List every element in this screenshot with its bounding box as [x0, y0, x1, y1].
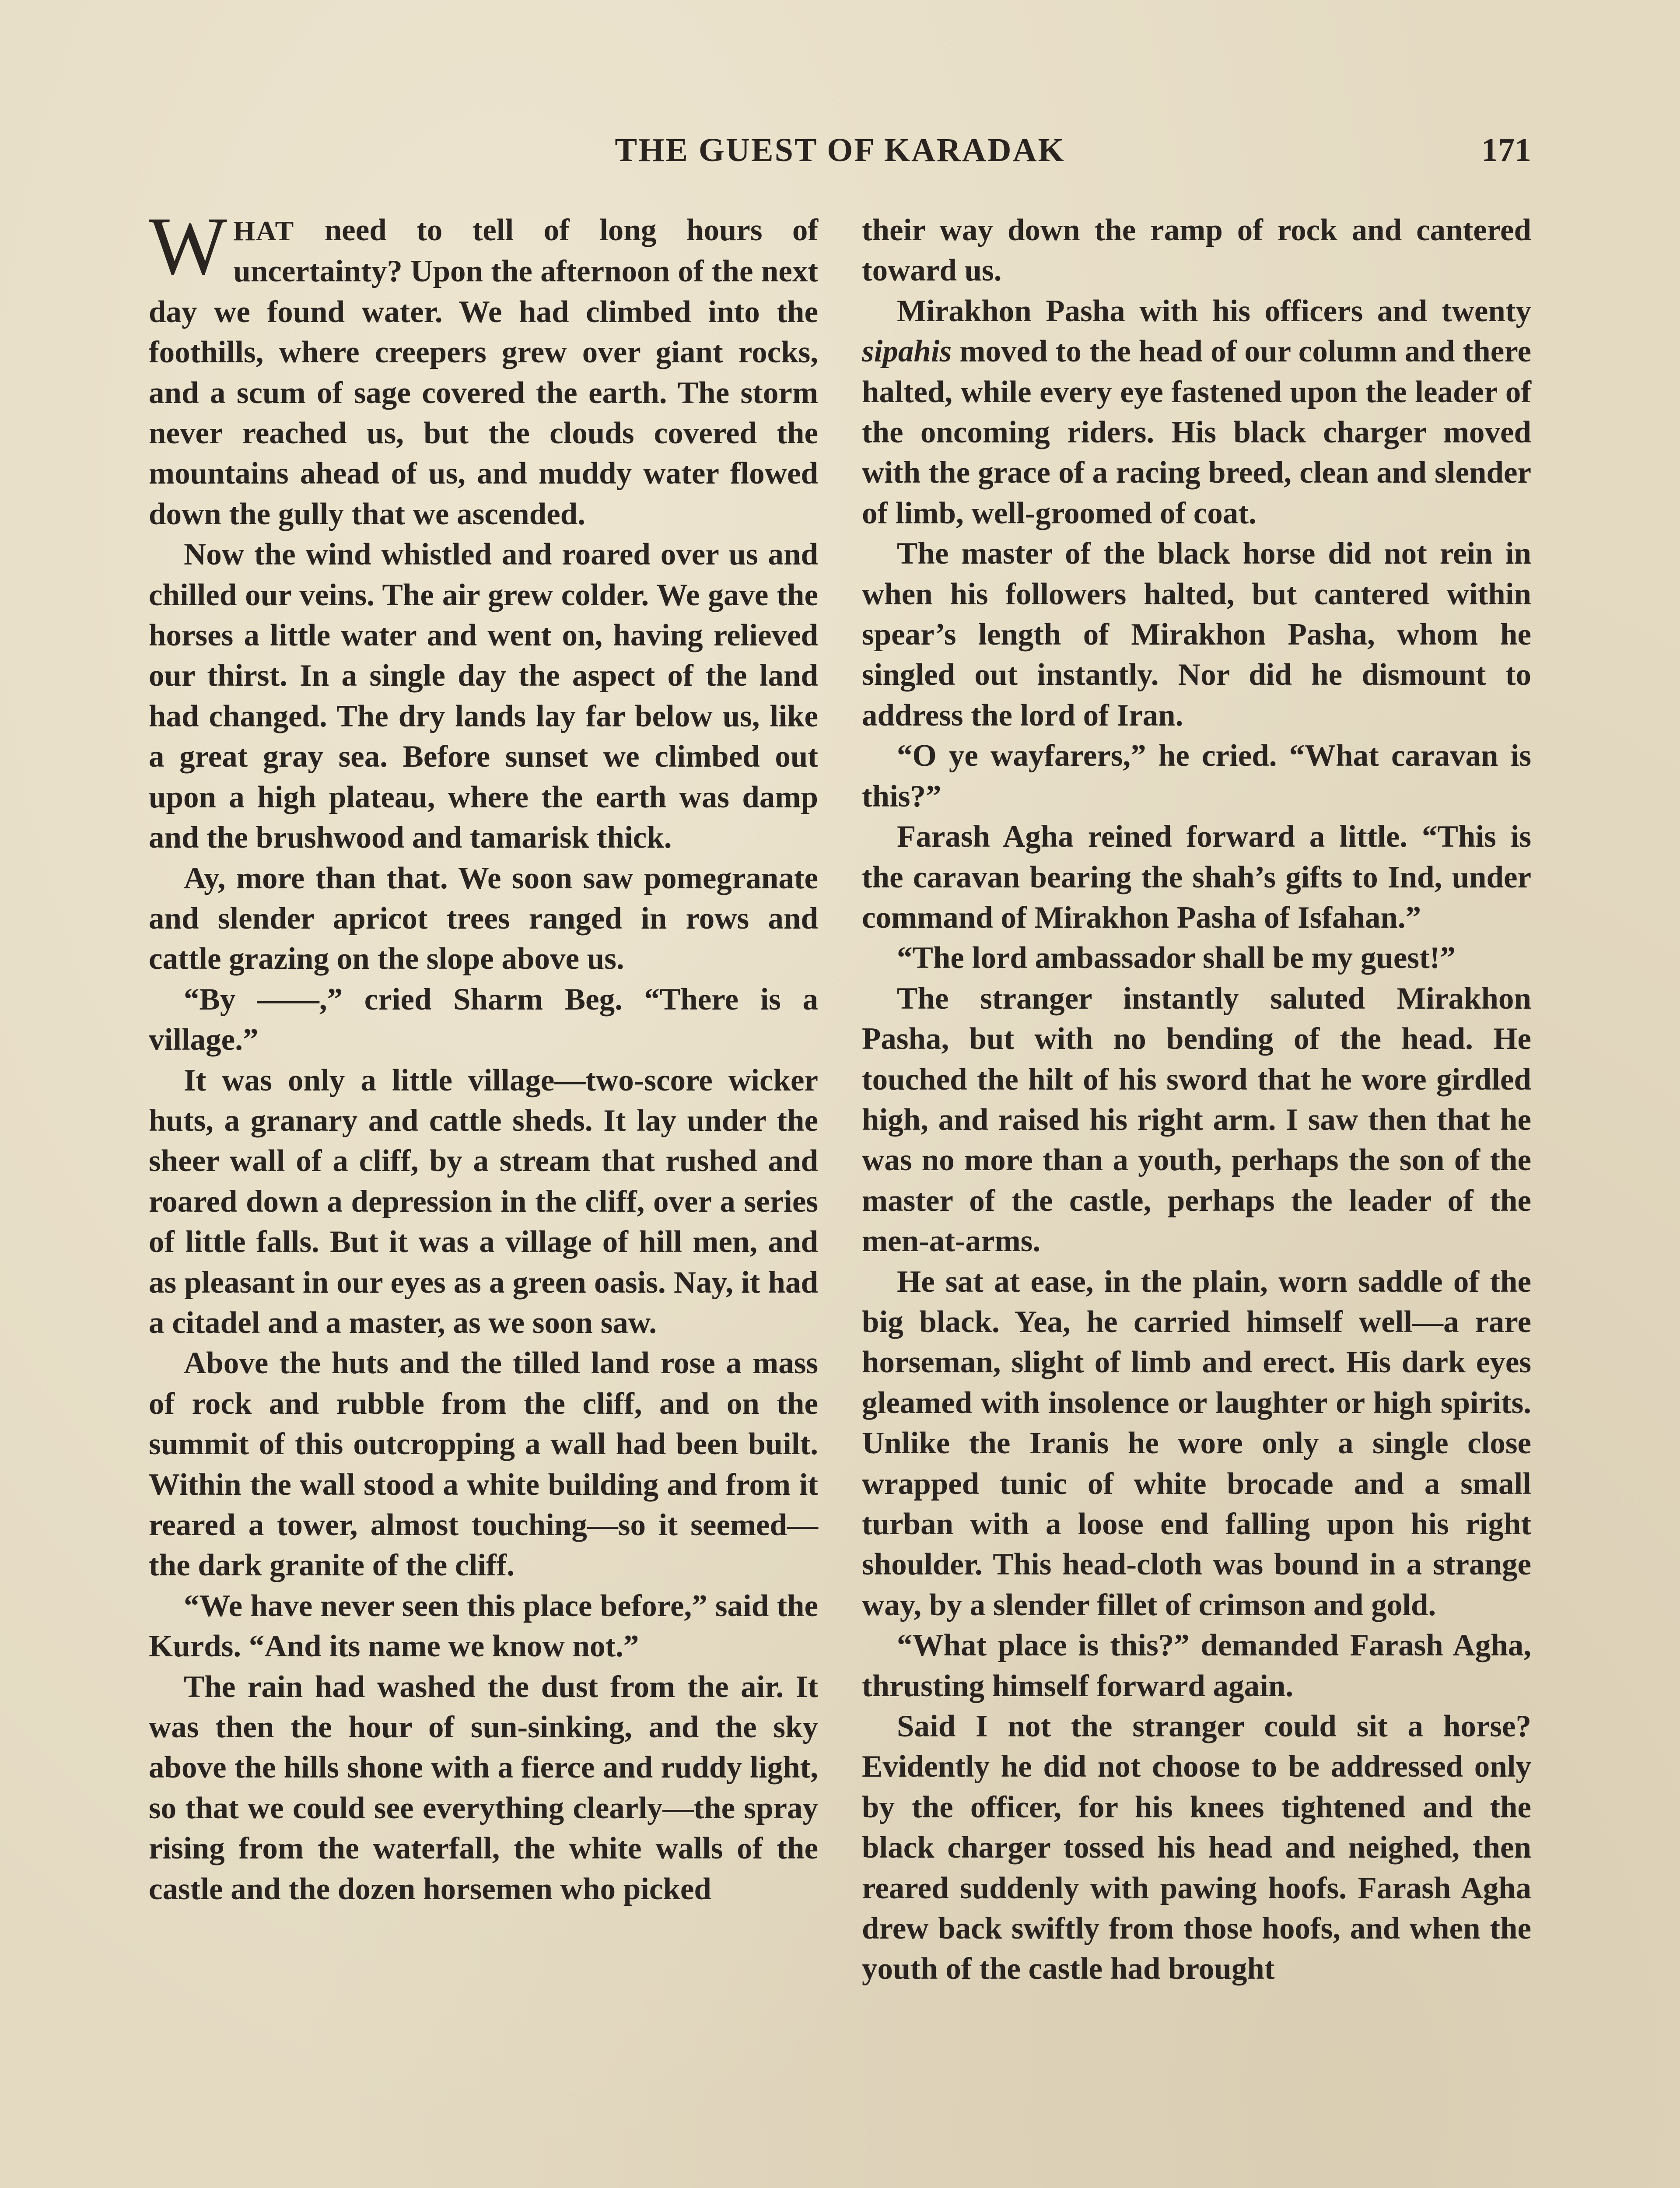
running-title: THE GUEST OF KARADAK [615, 132, 1065, 168]
drop-cap: W [149, 200, 228, 292]
paragraph: The stranger instantly saluted Mirakhon Pasha, but with no bending of the head. He touched the hilt of his sword that he wore girdled high, and raised his right arm. I saw then that he was no more than a youth, perhaps the son of the master of the castle, perhaps the leader of the men-at-arms. [862, 981, 1531, 1259]
paragraph-text: Mirakhon Pasha with his officers and twenty [897, 294, 1531, 328]
paragraph [149, 200, 818, 534]
page-header [149, 131, 1531, 179]
paragraph: “O ye wayfarers,” he cried. “What caravan is this?” [862, 739, 1531, 813]
text-columns [149, 200, 1531, 2188]
paragraph: It was only a little village—two-score wicker huts, a granary and cattle sheds. It lay under the sheer wall of a cliff, by a stream that rushed and roared down a depression in the cliff, over a series of little falls. But it was a village of hill men, and as pleasant in our eyes as a green oasis. Nay, it had a citadel and a master, as we soon saw. [149, 1063, 818, 1340]
paragraph: Now the wind whistled and roared over us and chilled our veins. The air grew colder. We gave the horses a little water and went on, having relieved our thirst. In a single day the aspect of the land had changed. The dry lands lay far below us, like a great gray sea. Before sunset we climbed out upon a high plateau, where the earth was damp and the brushwood and tamarisk thick. [149, 537, 818, 855]
paragraph: Said I not the stranger could sit a horse? Evidently he did not choose to be addressed only by the officer, for his knees tightened and the black charger tossed his head and neighed, then reared suddenly with pawing hoofs. Farash Agha drew back swiftly from those hoofs, and when the youth of the castle had brought [862, 1709, 1531, 1986]
right-column [862, 210, 1531, 2188]
paragraph-text: moved to the head of our column and there halted, while every eye fastened upon the leader of the oncoming riders. His black charger moved with the grace of a racing breed, clean and slender of limb, well-groomed of coat. [862, 334, 1531, 530]
paragraph: “By ——,” cried Sharm Beg. “There is a village.” [149, 982, 818, 1057]
small-caps-opening: HAT [233, 215, 295, 246]
left-column [149, 200, 818, 2188]
paragraph: Above the huts and the tilled land rose a mass of rock and rubble from the cliff, and on the summit of this outcropping a wall had been built. Within the wall stood a white building and from it reared a tower, almost touching—so it seemed—the dark granite of the cliff. [149, 1346, 818, 1583]
paragraph: “What place is this?” demanded Farash Agha, thrusting himself forward again. [862, 1628, 1531, 1703]
italic-word: sipahis [862, 334, 952, 369]
paragraph: their way down the ramp of rock and cantered toward us. [862, 213, 1531, 288]
paragraph: He sat at ease, in the plain, worn saddle of the big black. Yea, he carried himself well—a rare horseman, slight of limb and erect. His dark eyes gleamed with insolence or laughter or high spirits. Unlike the Iranis he wore only a single close wrapped tunic of white brocade and a small turban with a loose end falling upon his right shoulder. This head-cloth was bound in a strange way, by a slender fillet of crimson and gold. [862, 1264, 1531, 1622]
paragraph: “We have never seen this place before,” said the Kurds. “And its name we know not.” [149, 1588, 818, 1664]
paragraph: Ay, more than that. We soon saw pomegranate and slender apricot trees ranged in rows and cattle grazing on the slope above us. [149, 861, 818, 976]
paragraph: Farash Agha reined forward a little. “This is the caravan bearing the shah’s gifts to Ind, under command of Mirakhon Pasha of Isfahan.” [862, 820, 1531, 935]
paragraph: “The lord ambassador shall be my guest!” [897, 941, 1456, 975]
paragraph-text: need to tell of long hours of uncertainty? Upon the afternoon of the next day we found water. We had climbed into the foothills, where creepers grew over giant rocks, and a scum of sage covered the earth. The storm never reached us, but the clouds covered the mountains ahead of us, and muddy water flowed down the gully that we ascended. [149, 213, 818, 531]
paragraph: The rain had washed the dust from the air. It was then the hour of sun-sinking, and the sky above the hills shone with a fierce and ruddy light, so that we could see everything clearly—the spray rising from the waterfall, the white walls of the castle and the dozen horsemen who picked [149, 1669, 818, 1906]
page-number: 171 [1481, 132, 1531, 168]
paragraph [862, 291, 1531, 533]
paragraph: The master of the black horse did not rein in when his followers halted, but cantered within spear’s length of Mirakhon Pasha, whom he singled out instantly. Nor did he dismount to address the lord of Iran. [862, 536, 1531, 733]
